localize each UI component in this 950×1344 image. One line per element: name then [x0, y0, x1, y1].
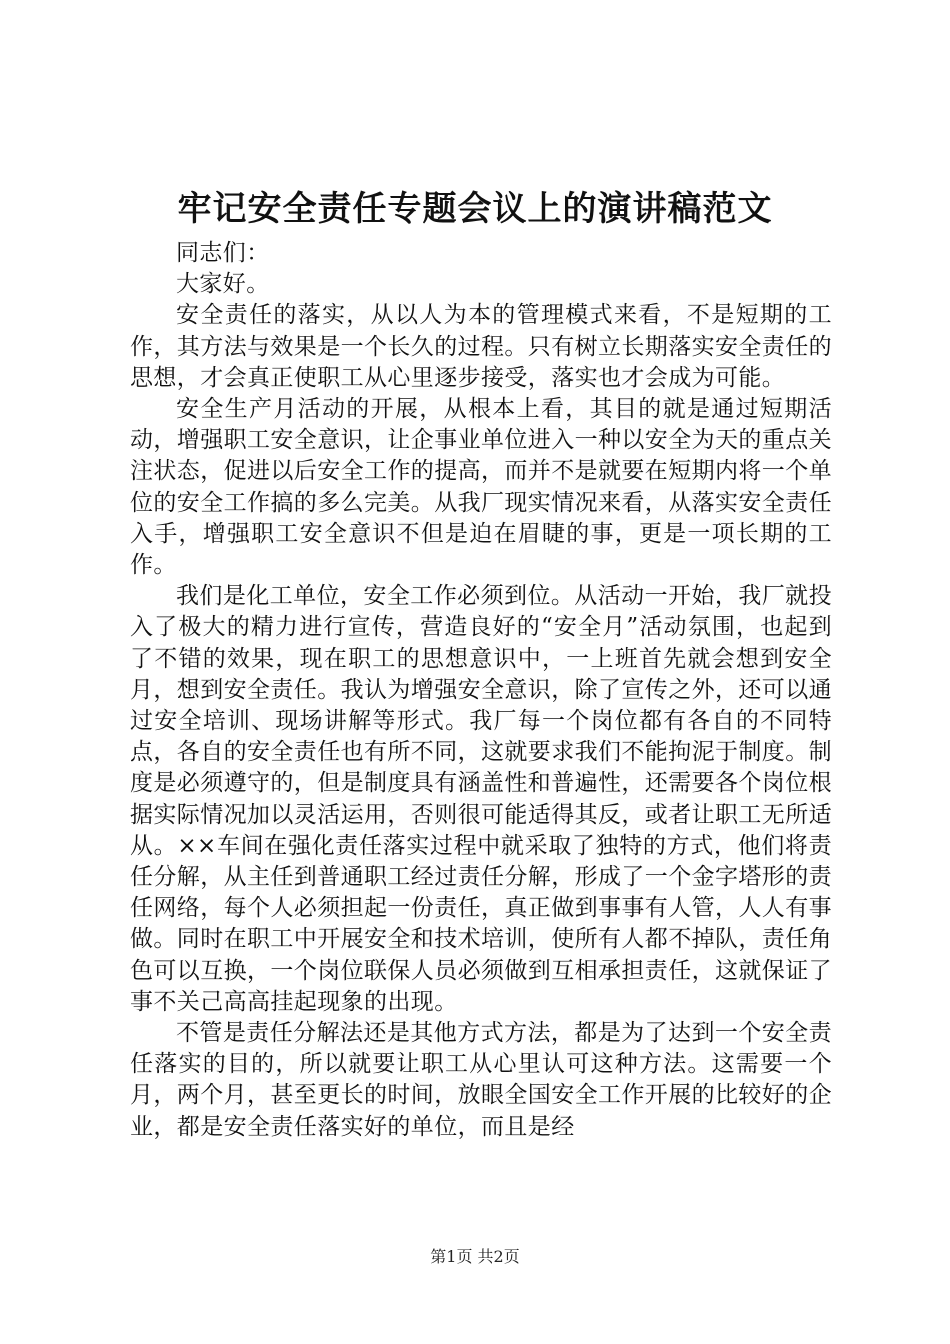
document-title: 牢记安全责任专题会议上的演讲稿范文: [177, 189, 773, 229]
paragraph-3: 我们是化工单位，安全工作必须到位。从活动一开始，我厂就投入了极大的精力进行宣传，营造良好的“安全月”活动氛围，也起到了不错的效果，现在职工的思想意识中，一上班首先就会想到安全月，想到安全责任。我认为增强安全意识，除了宣传之外，还可以通过安全培训、现场讲解等形式。我厂每一个岗位都有各自的不同特点，各自的安全责任也有所不同，这就要求我们不能拘泥于制度。制度是必须遵守的，但是制度具有涵盖性和普遍性，还需要各个岗位根据实际情况加以灵活运用，否则很可能适得其反，或者让职工无所适从。××车间在强化责任落实过程中就采取了独特的方式，他们将责任分解，从主任到普通职工经过责任分解，形成了一个金字塔形的责任网络，每个人必须担起一份责任，真正做到事事有人管，人人有事做。同时在职工中开展安全和技术培训，使所有人都不掉队，责任角色可以互换，一个岗位联保人员必须做到互相承担责任，这就保证了事不关己高高挂起现象的出现。: [130, 583, 832, 1015]
paragraph-2: 安全生产月活动的开展，从根本上看，其目的就是通过短期活动，增强职工安全意识，让企事业单位进入一种以安全为天的重点关注状态，促进以后安全工作的提高，而并不是就要在短期内将一个单位的安全工作搞的多么完美。从我厂现实情况来看，从落实安全责任入手，增强职工安全意识不但是迫在眉睫的事，更是一项长期的工作。: [130, 396, 832, 579]
page-number-footer: 第1页 共2页: [430, 1247, 520, 1266]
document-body: [130, 238, 832, 1143]
paragraph-hello: 大家好。: [176, 271, 270, 298]
paragraph-4: 不管是责任分解法还是其他方式方法，都是为了达到一个安全责任落实的目的，所以就要让职工从心里认可这种方法。这需要一个月，两个月，甚至更长的时间，放眼全国安全工作开展的比较好的企业，都是安全责任落实好的单位，而且是经: [130, 1020, 832, 1140]
paragraph-1: 安全责任的落实，从以人为本的管理模式来看，不是短期的工作，其方法与效果是一个长久的过程。只有树立长期落实安全责任的思想，才会真正使职工从心里逐步接受，落实也才会成为可能。: [130, 302, 832, 391]
paragraph-greeting: 同志们：: [176, 240, 270, 266]
